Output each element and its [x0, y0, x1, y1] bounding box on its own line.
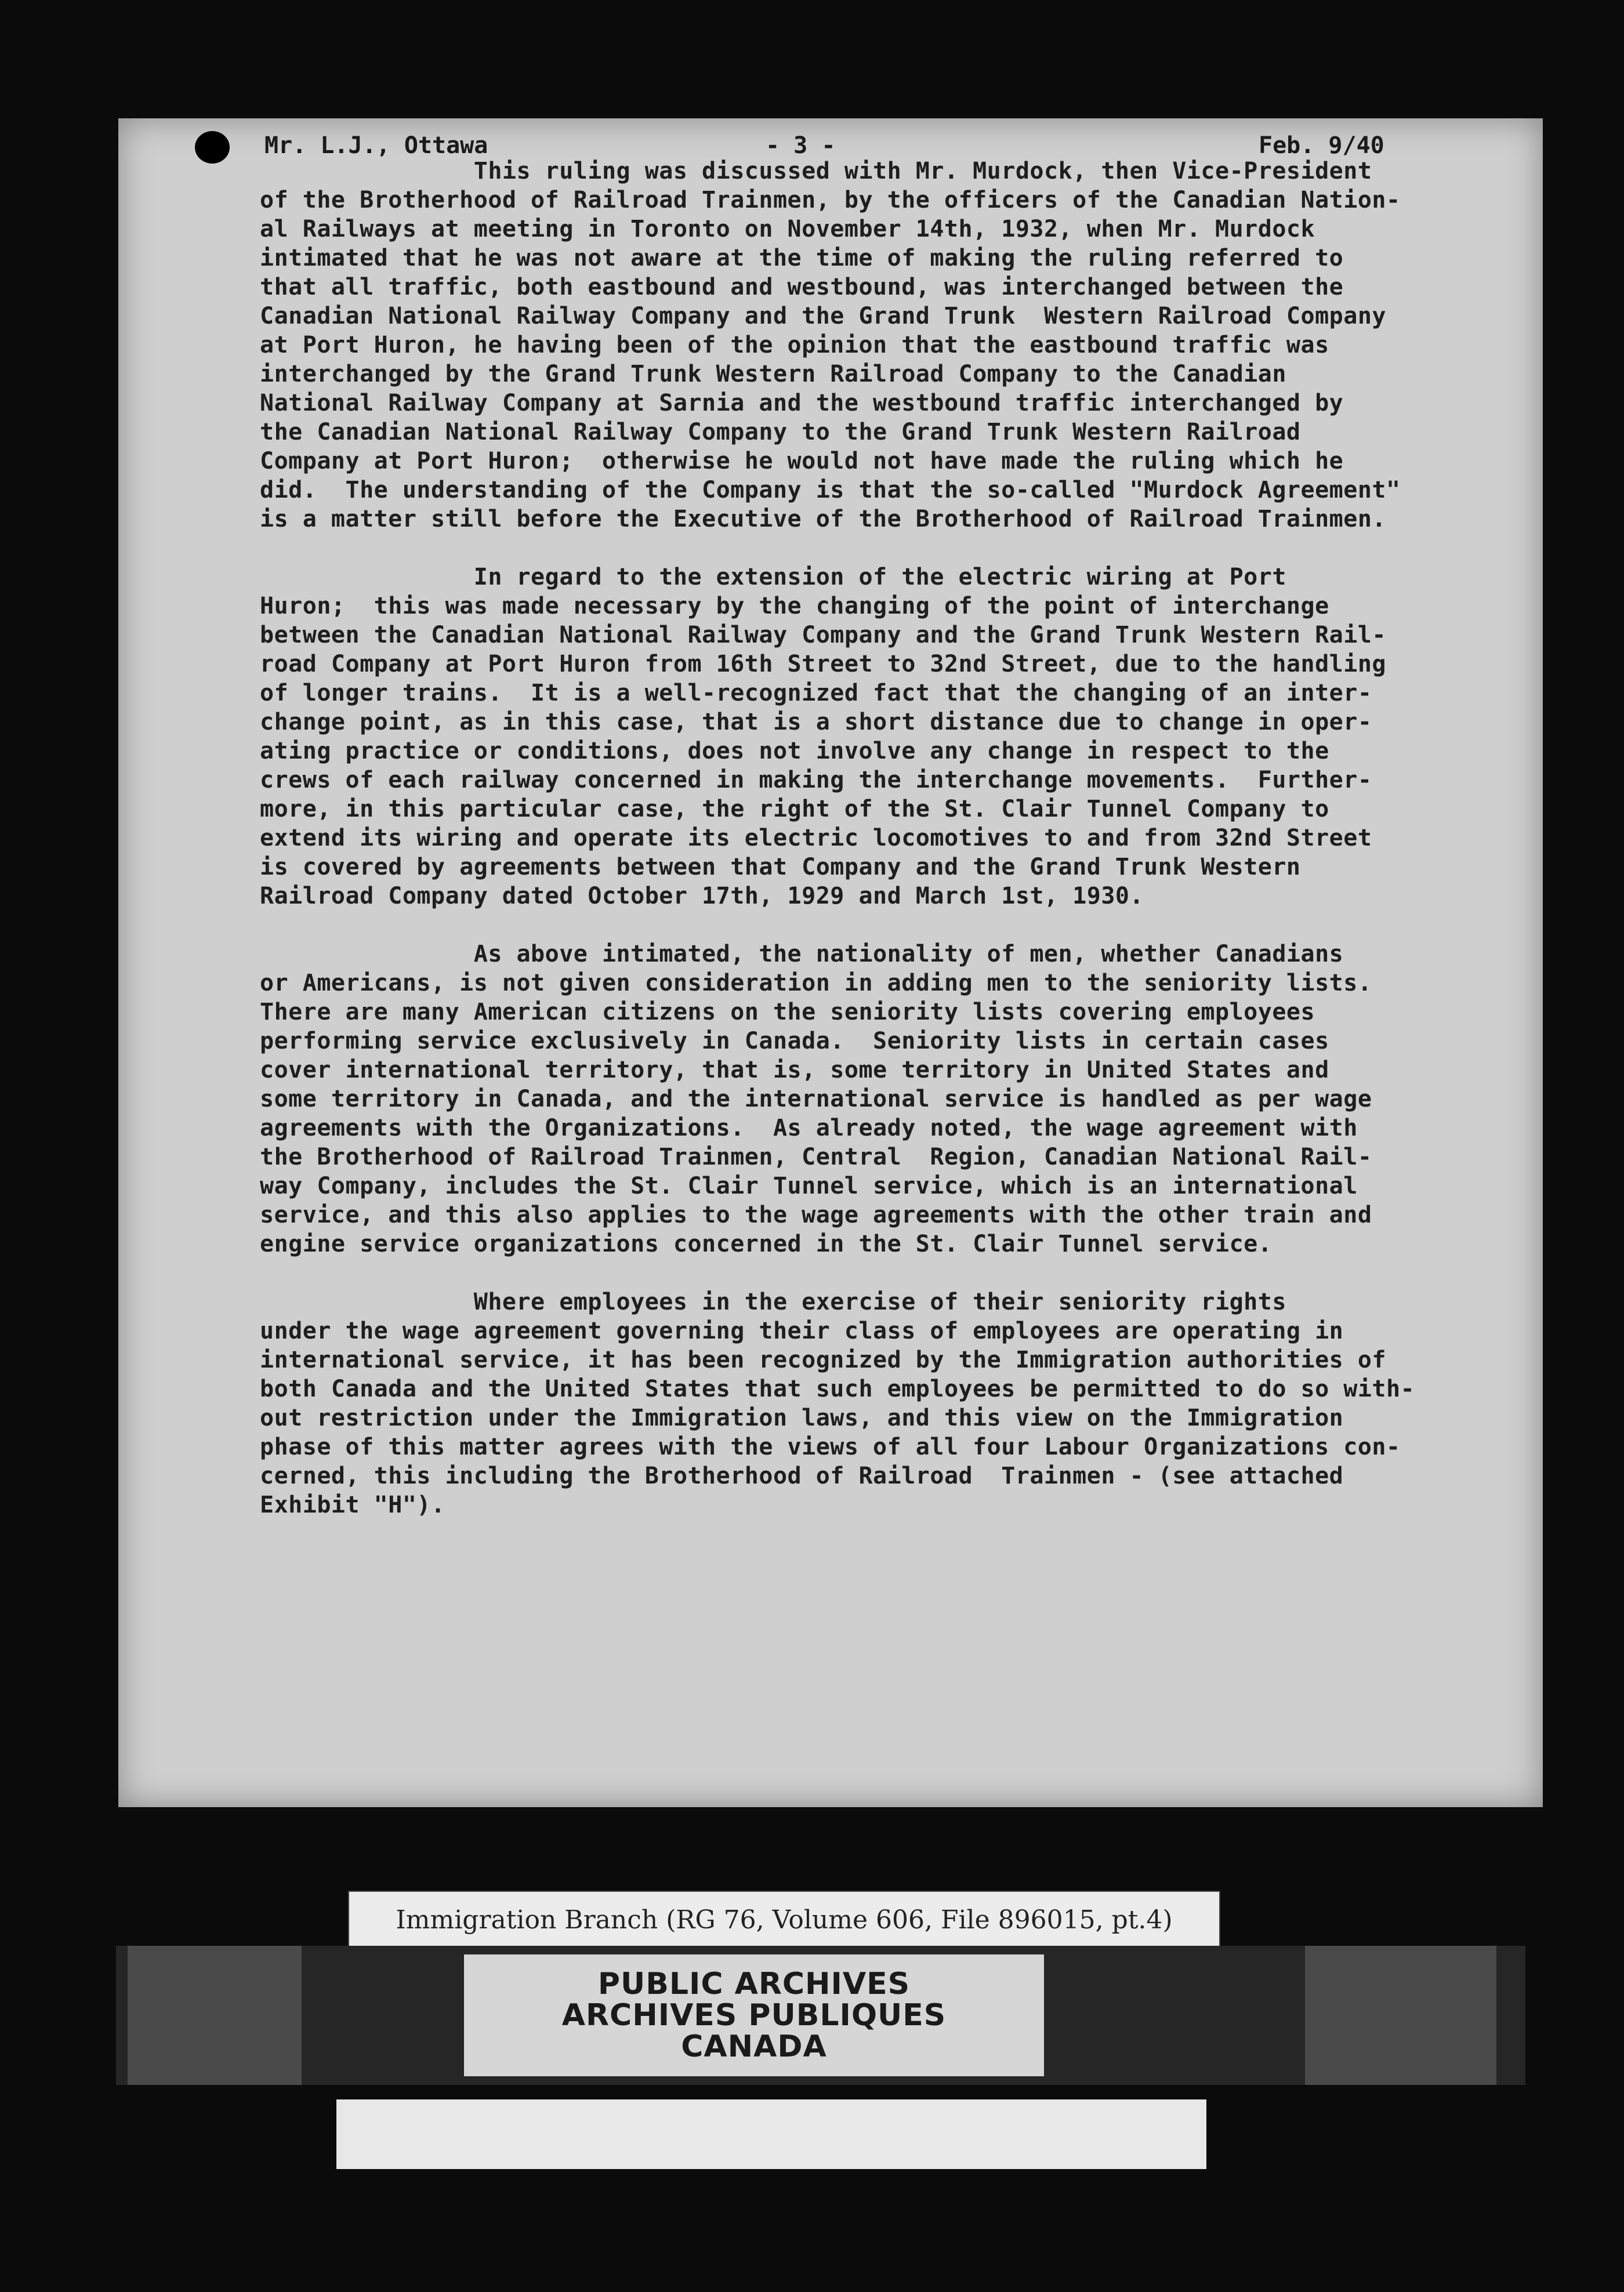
text-line: In regard to the extension of the electric wiring at Port: [260, 564, 1286, 590]
text-line: of longer trains. It is a well-recognized fact that the changing of an inter-: [260, 680, 1372, 706]
text-line: Railroad Company dated October 17th, 1929 and March 1st, 1930.: [260, 883, 1144, 909]
text-line: change point, as in this case, that is a short distance due to change in oper-: [260, 709, 1372, 735]
text-line: is a matter still before the Executive of the Brotherhood of Railroad Trainmen.: [260, 506, 1386, 532]
text-line: service, and this also applies to the wage agreements with the other train and: [260, 1202, 1372, 1228]
archives-stamp: [464, 1954, 1044, 2076]
text-line: under the wage agreement governing their class of employees are operating in: [260, 1318, 1344, 1344]
text-line: both Canada and the United States that such employees be permitted to do so with-: [260, 1376, 1415, 1402]
text-line: intimated that he was not aware at the time of making the ruling referred to: [260, 245, 1344, 271]
text-line: at Port Huron, he having been of the opinion that the eastbound traffic was: [260, 332, 1329, 358]
text-line: that all traffic, both eastbound and westbound, was interchanged between the: [260, 274, 1344, 300]
text-line: performing service exclusively in Canada. Seniority lists in certain cases: [260, 1028, 1329, 1054]
text-line: This ruling was discussed with Mr. Murdock, then Vice-President: [260, 158, 1372, 184]
stamp-line-3: CANADA: [681, 2029, 827, 2064]
text-line: the Canadian National Railway Company to the Grand Trunk Western Railroad: [260, 419, 1301, 445]
ink-blot: [195, 131, 230, 164]
text-line: or Americans, is not given consideration in adding men to the seniority lists.: [260, 970, 1372, 996]
text-line: more, in this particular case, the right of the St. Clair Tunnel Company to: [260, 796, 1329, 822]
text-line: National Railway Company at Sarnia and the westbound traffic interchanged by: [260, 390, 1344, 416]
text-line: some territory in Canada, and the international service is handled as per wage: [260, 1086, 1372, 1112]
header-addressee: Mr. L.J., Ottawa: [264, 132, 488, 159]
text-line: cerned, this including the Brotherhood of Railroad Trainmen - (see attached: [260, 1463, 1344, 1489]
text-line: extend its wiring and operate its electric locomotives to and from 32nd Street: [260, 825, 1372, 851]
text-line: There are many American citizens on the seniority lists covering employees: [260, 999, 1315, 1025]
film-frame-right: [1305, 1946, 1496, 2085]
text-line: crews of each railway concerned in making the interchange movements. Further-: [260, 767, 1372, 793]
text-line: cover international territory, that is, some territory in United States and: [260, 1057, 1329, 1083]
text-line: Company at Port Huron; otherwise he would not have made the ruling which he: [260, 448, 1344, 474]
text-line: Exhibit "H").: [260, 1492, 445, 1518]
text-line: international service, it has been recognized by the Immigration authorities of: [260, 1347, 1386, 1373]
header-page-number: - 3 -: [766, 132, 836, 159]
text-line: As above intimated, the nationality of men, whether Canadians: [260, 941, 1344, 967]
header-date: Feb. 9/40: [1259, 132, 1384, 159]
text-line: Huron; this was made necessary by the changing of the point of interchange: [260, 593, 1329, 619]
text-line: out restriction under the Immigration laws, and this view on the Immigration: [260, 1405, 1344, 1431]
text-line: between the Canadian National Railway Company and the Grand Trunk Western Rail-: [260, 622, 1386, 648]
text-line: is covered by agreements between that Company and the Grand Trunk Western: [260, 854, 1301, 880]
text-line: of the Brotherhood of Railroad Trainmen, by the officers of the Canadian Nation-: [260, 187, 1401, 213]
text-line: interchanged by the Grand Trunk Western Railroad Company to the Canadian: [260, 361, 1286, 387]
text-line: did. The understanding of the Company is that the so-called "Murdock Agreement": [260, 477, 1401, 503]
text-line: al Railways at meeting in Toronto on November 14th, 1932, when Mr. Murdock: [260, 216, 1315, 242]
text-line: road Company at Port Huron from 16th Street to 32nd Street, due to the handling: [260, 651, 1386, 677]
stamp-line-1: PUBLIC ARCHIVES: [597, 1967, 911, 2001]
text-line: the Brotherhood of Railroad Trainmen, Central Region, Canadian National Rail-: [260, 1144, 1372, 1170]
text-line: engine service organizations concerned in the St. Clair Tunnel service.: [260, 1231, 1273, 1257]
blank-label: [336, 2099, 1206, 2169]
text-line: agreements with the Organizations. As already noted, the wage agreement with: [260, 1115, 1358, 1141]
stamp-line-2: ARCHIVES PUBLIQUES: [561, 1998, 947, 2033]
film-frame-left: [128, 1946, 302, 2085]
text-line: Canadian National Railway Company and the Grand Trunk Western Railroad Company: [260, 303, 1386, 329]
text-line: way Company, includes the St. Clair Tunnel service, which is an international: [260, 1173, 1358, 1199]
archive-reference-label: Immigration Branch (RG 76, Volume 606, File 896015, pt.4): [348, 1891, 1220, 1949]
text-line: ating practice or conditions, does not involve any change in respect to the: [260, 738, 1329, 764]
text-line: Where employees in the exercise of their seniority rights: [260, 1289, 1286, 1315]
text-line: phase of this matter agrees with the views of all four Labour Organizations con-: [260, 1434, 1401, 1460]
